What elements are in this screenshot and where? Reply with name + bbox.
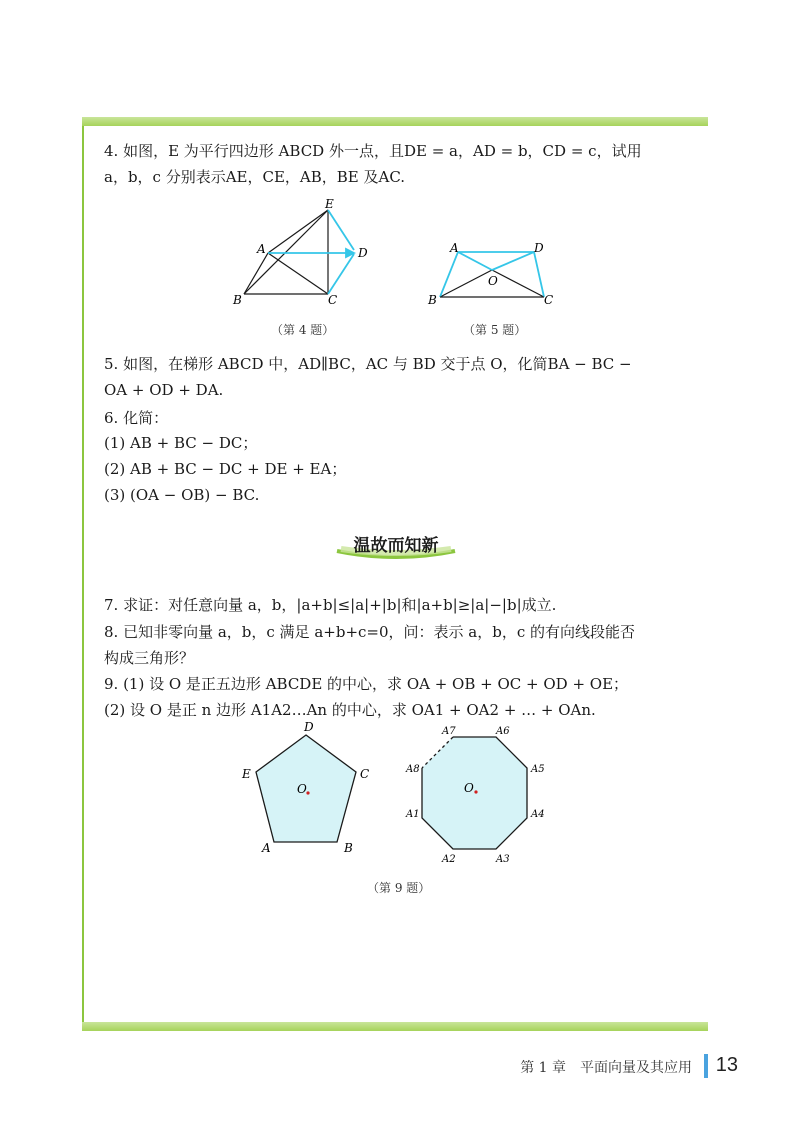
page-footer xyxy=(0,1054,800,1084)
problem-4-line-2: a，b，c 分别表示AE，CE，AB，BE 及AC. xyxy=(104,168,406,186)
pentagon-label-a: A xyxy=(262,841,271,855)
fig4-label-a: A xyxy=(257,242,266,256)
fig4-label-c: C xyxy=(328,293,338,307)
pentagon-label-o: O xyxy=(297,782,307,796)
page-number: 13 xyxy=(715,1054,738,1076)
octagon-label-a5: A5 xyxy=(531,764,545,775)
octagon-label-a2: A2 xyxy=(442,854,456,865)
fig5-label-c: C xyxy=(544,293,554,307)
pentagon-label-c: C xyxy=(360,767,370,781)
octagon-label-a1: A1 xyxy=(406,809,420,820)
problem-5-line-1: 5. 如图，在梯形 ABCD 中，AD∥BC，AC 与 BD 交于点 O，化简BA − BC − xyxy=(104,355,632,373)
fig5-label-a: A xyxy=(450,241,459,255)
octagon-label-a6: A6 xyxy=(496,726,510,737)
problem-5-line-2: OA + OD + DA. xyxy=(104,381,224,399)
octagon-label-a8: A8 xyxy=(406,764,420,775)
fig4-label-b: B xyxy=(233,293,242,307)
problem-6-part-1: (1) AB + BC − DC； xyxy=(104,434,258,452)
problem-9-part-1: 9. (1) 设 O 是正五边形 ABCDE 的中心，求 OA + OB + OC + OD + OE； xyxy=(104,675,629,693)
problem-6-heading: 6. 化简： xyxy=(104,409,169,427)
octagon-label-a4: A4 xyxy=(531,809,545,820)
chapter-title: 第 1 章 平面向量及其应用 xyxy=(520,1060,692,1076)
problem-8-line-1: 8. 已知非零向量 a，b，c 满足 a+b+c=0，问：表示 a，b，c 的有向线段能否 xyxy=(104,623,636,641)
problem-7: 7. 求证：对任意向量 a，b，|a+b|≤|a|+|b|和|a+b|≥|a|−|b|成立. xyxy=(104,596,557,614)
fig4-label-e: E xyxy=(325,197,334,211)
problem-8-line-2: 构成三角形？ xyxy=(104,649,195,667)
fig5-label-o: O xyxy=(488,274,498,288)
octagon-label-a7: A7 xyxy=(442,726,456,737)
section-title: 温故而知新 xyxy=(353,536,439,556)
caption-figure-9: （第 9 题） xyxy=(367,881,431,895)
section-title-wrap xyxy=(333,527,459,561)
figure-9-pentagon xyxy=(236,720,370,860)
footer-divider-mark xyxy=(704,1054,708,1078)
problem-9-part-2: (2) 设 O 是正 n 边形 A1A2…An 的中心，求 OA1 + OA2 + … + OAn. xyxy=(104,701,596,719)
problem-6-part-3: (3) (OA − OB) − BC. xyxy=(104,486,260,504)
pentagon-label-e: E xyxy=(242,767,251,781)
caption-figure-4: （第 4 题） xyxy=(271,323,335,337)
fig4-label-d: D xyxy=(358,246,368,260)
pentagon-label-d: D xyxy=(304,720,314,734)
figure-5-trapezoid xyxy=(428,240,558,310)
octagon-label-o: O xyxy=(464,781,474,795)
problem-6-part-2: (2) AB + BC − DC + DE + EA； xyxy=(104,460,347,478)
fig5-label-b: B xyxy=(428,293,437,307)
problem-4-line-1: 4. 如图，E 为平行四边形 ABCD 外一点，且DE = a，AD = b，CD = c，试用 xyxy=(104,142,642,160)
caption-figure-5: （第 5 题） xyxy=(463,323,527,337)
figure-4-parallelogram xyxy=(230,198,380,306)
octagon-label-a3: A3 xyxy=(496,854,510,865)
pentagon-label-b: B xyxy=(344,841,353,855)
figure-9-octagon xyxy=(400,722,550,872)
bottom-green-bar xyxy=(82,1022,708,1031)
top-green-bar xyxy=(82,117,708,126)
fig5-label-d: D xyxy=(534,241,544,255)
